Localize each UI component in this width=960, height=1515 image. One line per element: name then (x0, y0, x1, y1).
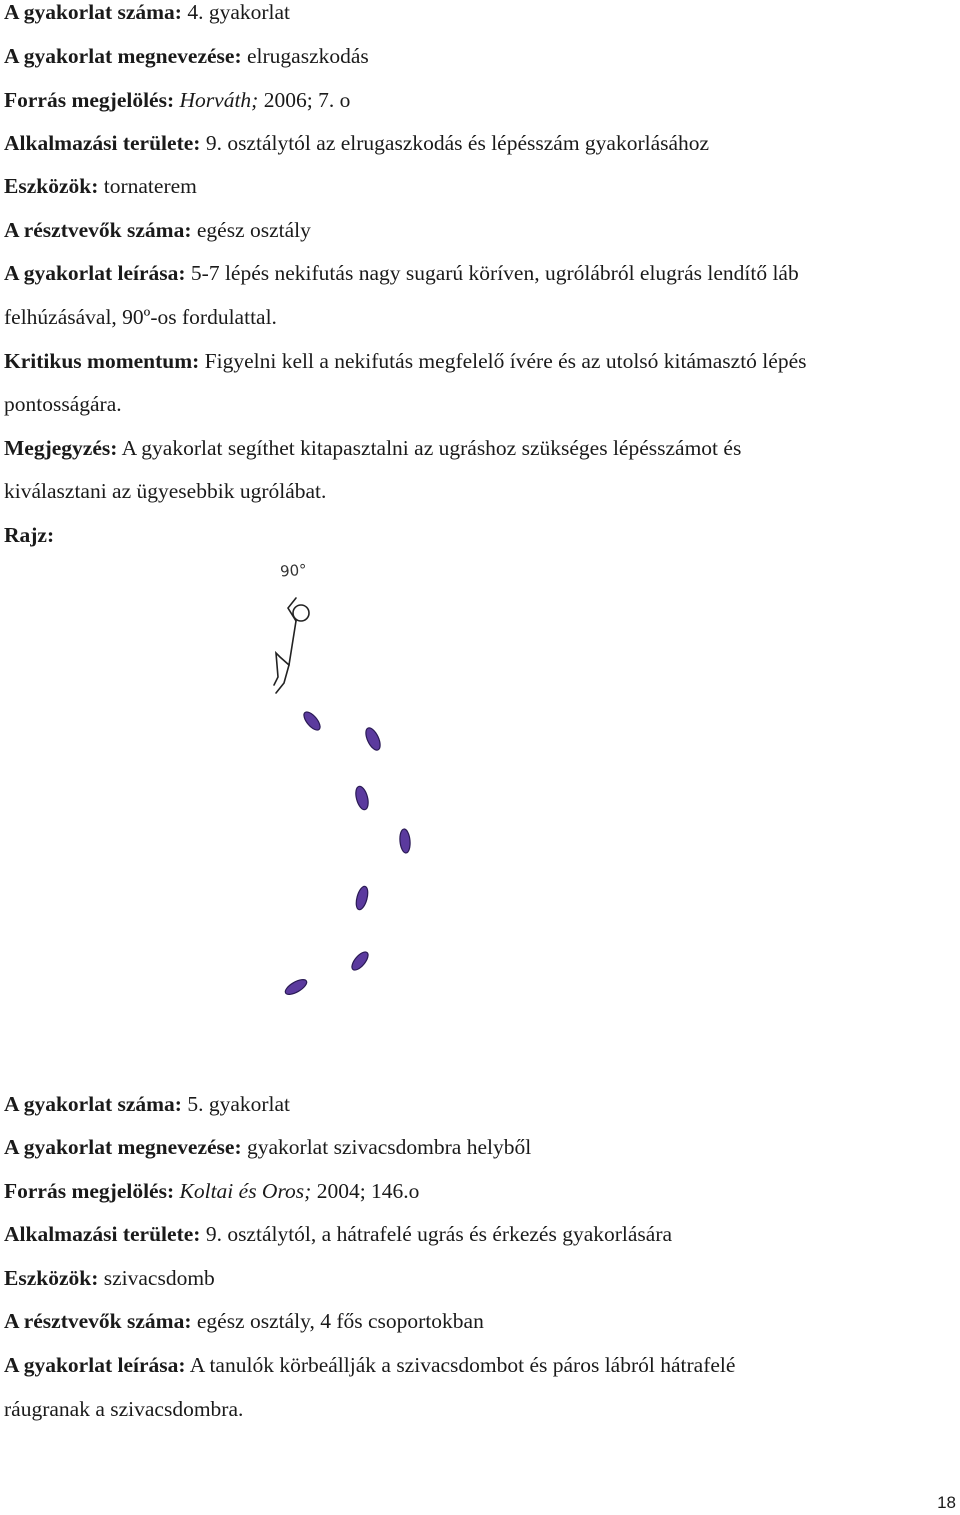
ex4-participants (4, 218, 311, 242)
footprint-7 (283, 977, 309, 998)
ex4-critical-line1: Figyelni kell a nekifutás megfelelő ívére és az utolsó kitámasztó lépés (199, 349, 807, 373)
ex5-source-author: Koltai és Oros; (174, 1179, 312, 1203)
ex4-description-label: A gyakorlat leírása: (4, 261, 186, 285)
ex5-source (4, 1179, 419, 1203)
ex5-name-value: gyakorlat szivacsdombra helyből (241, 1135, 532, 1159)
ex4-number-value: 4. gyakorlat (181, 0, 291, 24)
ex4-note (4, 436, 741, 460)
ex4-source-author: Horváth; (174, 88, 259, 112)
ex4-drawing-label (4, 523, 54, 547)
ex5-number (4, 1092, 290, 1116)
ex4-equipment-label: Eszközök: (4, 174, 99, 198)
ex5-application-value: 9. osztálytól, a hátrafelé ugrás és érkezés gyakorlására (200, 1222, 673, 1246)
ex4-source-label: Forrás megjelölés: (4, 88, 175, 112)
page-number: 18 (937, 1493, 956, 1512)
ex5-participants (4, 1309, 484, 1333)
drawing-annotation: 90° (279, 560, 308, 581)
ex5-equipment-label: Eszközök: (4, 1266, 99, 1290)
ex4-application-label: Alkalmazási területe: (4, 131, 201, 155)
footprint-1 (301, 709, 323, 732)
ex4-critical-label: Kritikus momentum: (4, 349, 200, 373)
footprint-3 (354, 785, 371, 811)
footprints (283, 709, 411, 997)
ex5-participants-label: A résztvevők száma: (4, 1309, 192, 1333)
ex4-number-label: A gyakorlat száma: (4, 0, 182, 24)
ex5-source-rest: 2004; 146.o (311, 1179, 420, 1203)
ex4-participants-label: A résztvevők száma: (4, 218, 192, 242)
ex4-note-label: Megjegyzés: (4, 436, 118, 460)
ex4-application (4, 131, 709, 155)
ex4-source-rest: 2006; 7. o (258, 88, 351, 112)
figure-arm (288, 598, 296, 621)
ex4-note-line2: kiválasztani az ügyesebbik ugrólábat. (4, 479, 327, 503)
ex5-description-line2: ráugranak a szivacsdombra. (4, 1397, 244, 1421)
ex4-critical (4, 349, 806, 373)
ex5-application (4, 1222, 672, 1246)
ex4-name-value: elrugaszkodás (241, 44, 369, 68)
run-up-drawing (262, 545, 432, 1005)
ex5-application-label: Alkalmazási területe: (4, 1222, 201, 1246)
ex4-description-line1: 5-7 lépés nekifutás nagy sugarú köríven, ugrólábról elugrás lendítő láb (185, 261, 799, 285)
ex5-participants-value: egész osztály, 4 fős csoportokban (191, 1309, 484, 1333)
ex4-critical-line2: pontosságára. (4, 392, 122, 416)
footprint-6 (349, 949, 371, 972)
ex4-description-line2: felhúzásával, 90º-os fordulattal. (4, 305, 277, 329)
ex5-name (4, 1135, 531, 1159)
ex4-participants-value: egész osztály (191, 218, 311, 242)
ex4-equipment-value: tornaterem (98, 174, 197, 198)
figure-leg-back (274, 653, 289, 685)
ex5-equipment (4, 1266, 215, 1290)
ex4-equipment (4, 174, 197, 198)
footprint-5 (354, 885, 370, 911)
footprint-2 (363, 726, 383, 752)
ex4-drawing-label-text: Rajz: (4, 523, 55, 547)
ex5-description-label: A gyakorlat leírása: (4, 1353, 186, 1377)
ex4-name-label: A gyakorlat megnevezése: (4, 44, 242, 68)
ex5-source-label: Forrás megjelölés: (4, 1179, 175, 1203)
footprint-4 (399, 829, 411, 854)
ex4-source (4, 88, 350, 112)
ex5-description-line1: A tanulók körbeállják a szivacsdombot és páros lábról hátrafelé (185, 1353, 736, 1377)
ex5-number-label: A gyakorlat száma: (4, 1092, 182, 1116)
figure-torso (289, 621, 296, 665)
ex4-number (4, 0, 290, 24)
ex5-name-label: A gyakorlat megnevezése: (4, 1135, 242, 1159)
ex4-description (4, 261, 799, 285)
ex5-description (4, 1353, 735, 1377)
ex4-note-line1: A gyakorlat segíthet kitapasztalni az ugráshoz szükséges lépésszámot és (117, 436, 742, 460)
ex4-application-value: 9. osztálytól az elrugaszkodás és lépésszám gyakorlásához (200, 131, 710, 155)
ex5-equipment-value: szivacsdomb (98, 1266, 215, 1290)
ex4-name (4, 44, 369, 68)
ex5-number-value: 5. gyakorlat (181, 1092, 291, 1116)
jumper-figure (274, 598, 309, 693)
